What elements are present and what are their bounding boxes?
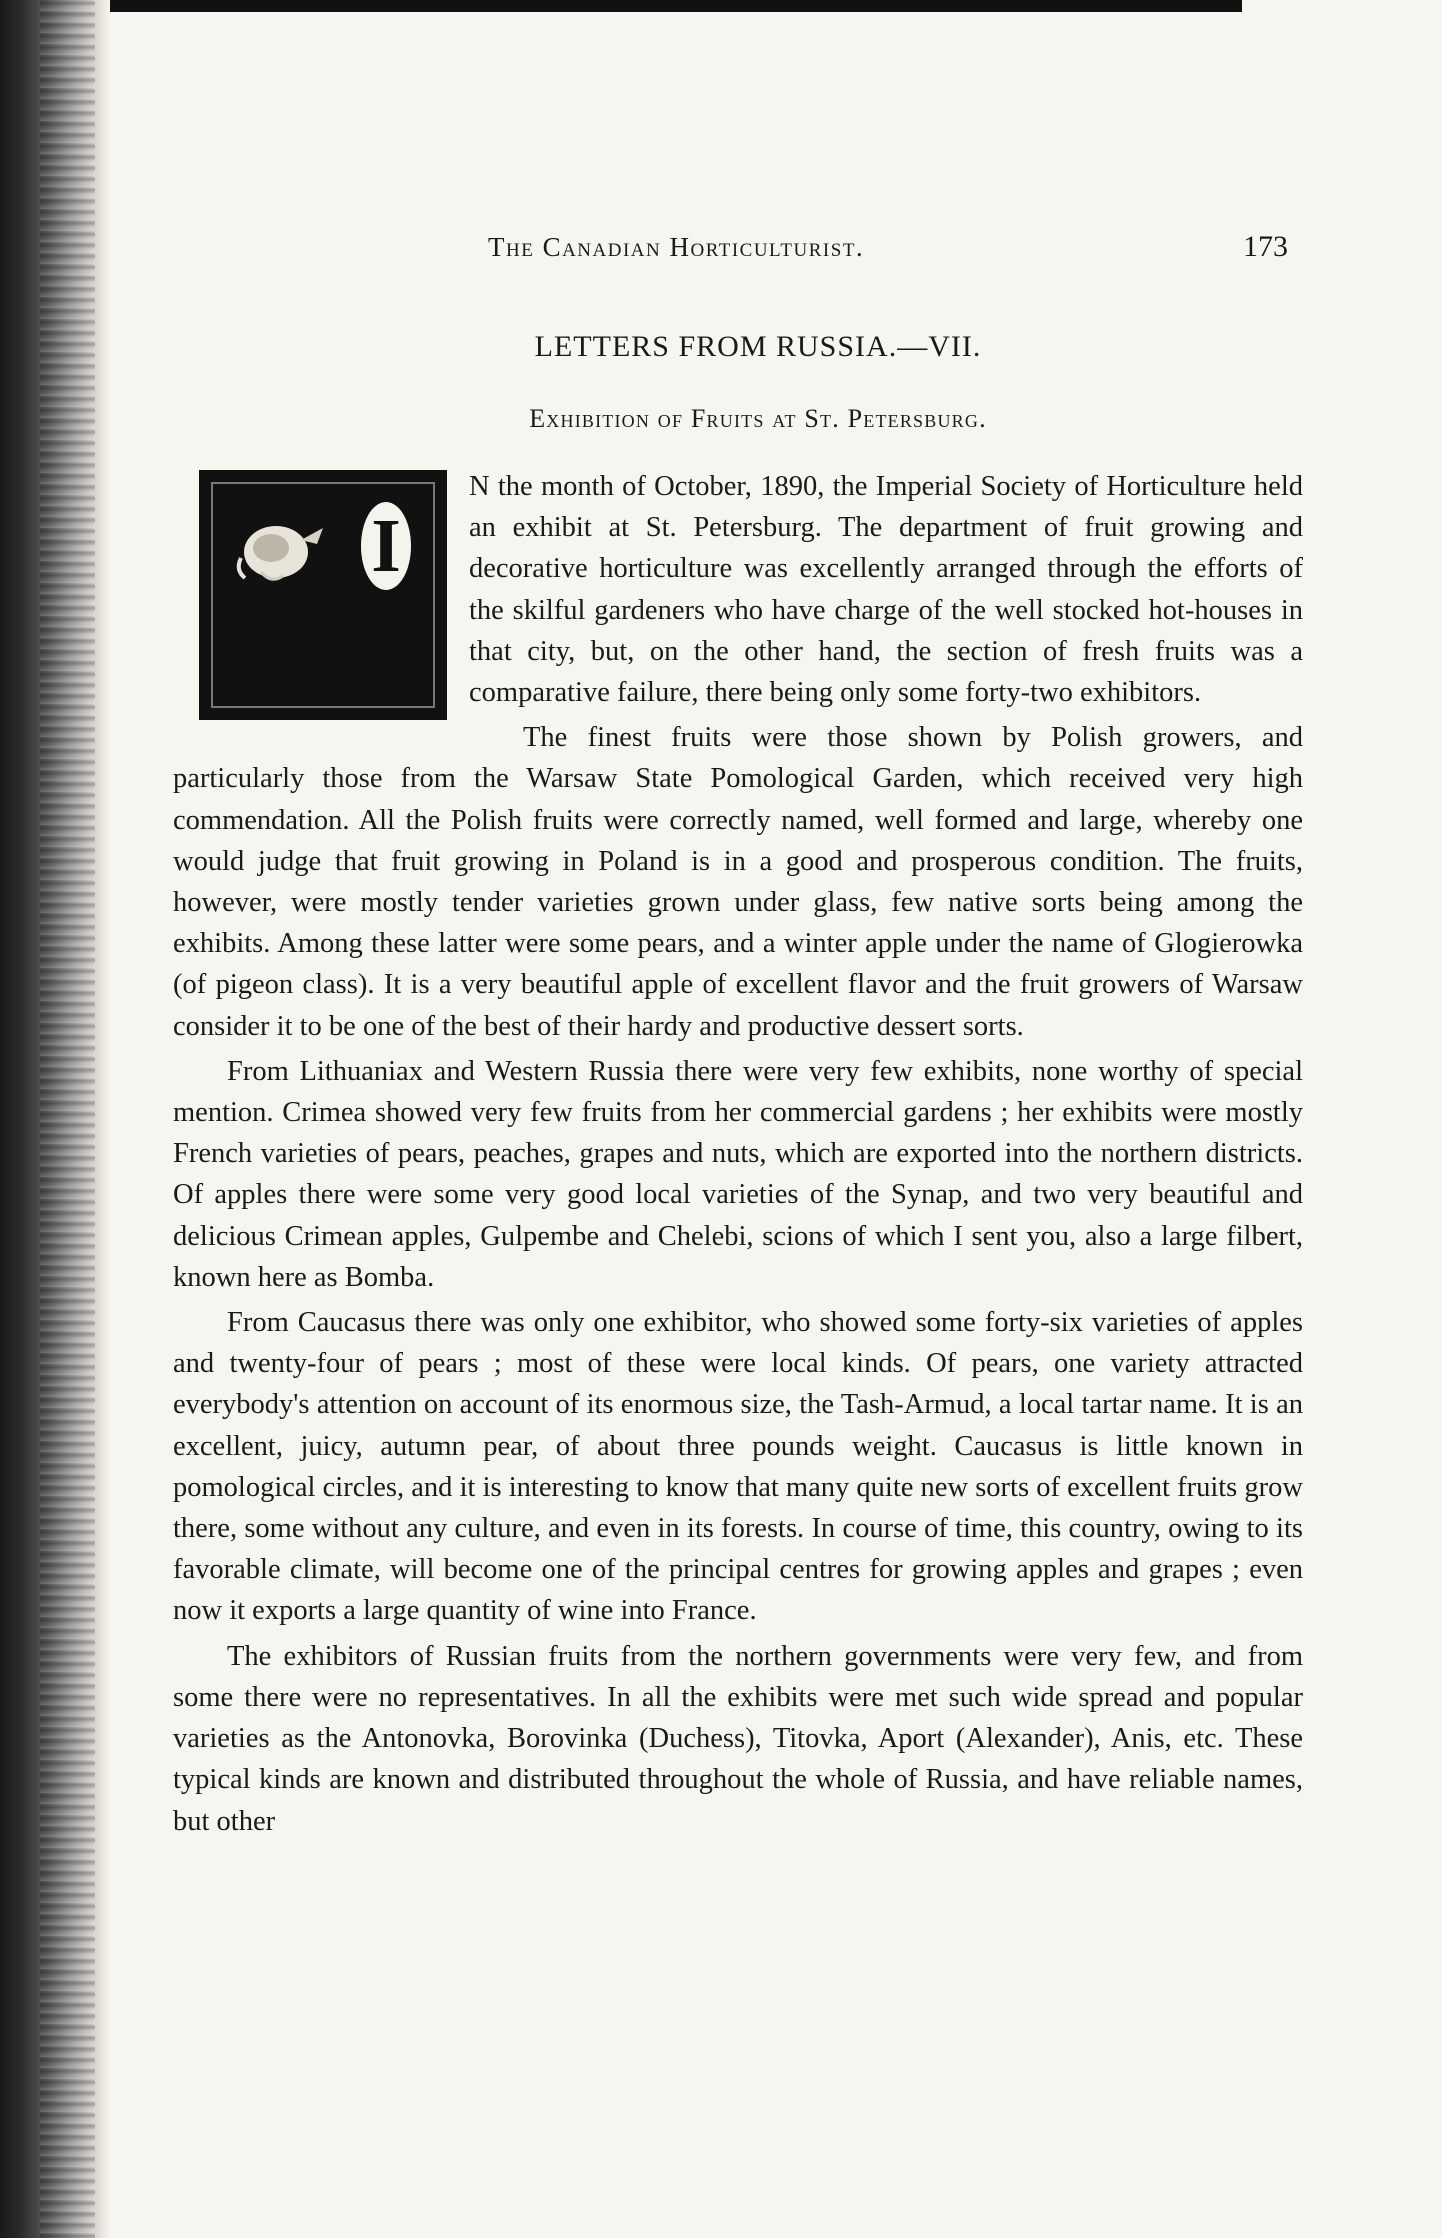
- fruit-illustration-icon: [231, 510, 331, 590]
- dropcap-ornament: [199, 470, 447, 720]
- binding-shadow: [0, 0, 110, 2238]
- paragraph-4: From Caucasus there was only one exhibitor, who showed some forty-six varieties of apples and twenty-four of pears ; most of these were local kinds. Of pears, one variety attracted everybody's attention on account of its enormous size, the Tash-Armud, a local tartar name. It is an excellent, juicy, autumn pear, of about three pounds weight. Caucasus is little known in pomological circles, and it is interesting to know that many quite new sorts of excellent fruits grow there, some without any culture, and even in its forests. In course of time, this country, owing to its favorable climate, will become one of the principal centres for growing apples and grapes ; even now it exports a large quantity of wine into France.: [173, 1307, 1303, 1627]
- article-subtitle: Exhibition of Fruits at St. Petersburg.: [529, 404, 987, 433]
- page-number: 173: [1243, 230, 1288, 263]
- paragraph-5: The exhibitors of Russian fruits from the northern governments were very few, and from some there were no representatives. In all the exhibits were met such wide spread and popular varieties as the Antonovka, Borovinka (Duchess), Titovka, Aport (Alexander), Anis, etc. These typical kinds are known and distributed throughout the whole of Russia, and have reliable names, but other: [173, 1640, 1303, 1837]
- page: [173, 220, 1303, 1846]
- article-title: LETTERS FROM RUSSIA.—VII.: [534, 330, 982, 363]
- binding-texture: [40, 0, 95, 2238]
- paragraph-2: The finest fruits were those shown by Polish growers, and particularly those from the Warsaw State Pomological Garden, which received very high commendation. All the Polish fruits were correctly named, well formed and large, whereby one would judge that fruit growing in Poland is in a good and prosperous condition. The fruits, however, were mostly tender varieties grown under glass, few native sorts being among the exhibits. Among these latter were some pears, and a winter apple under the name of Glogierowka (of pigeon class). It is a very beautiful apple of excellent flavor and the fruit growers of Warsaw consider it to be one of the best of their hardy and productive dessert sorts.: [173, 722, 1303, 1042]
- paragraph-1: N the month of October, 1890, the Imperial Society of Horticulture held an exhibit at St. Petersburg. The department of fruit growing and decorative horticulture was excellently arranged through the efforts of the skilful gardeners who have charge of the well stocked hot-houses in that city, but, on the other hand, the section of fresh fruits was a comparative failure, there being only some forty-two exhibitors.: [469, 471, 1303, 709]
- article-body: [173, 466, 1303, 1842]
- dropcap-letter: I: [361, 502, 411, 590]
- paragraph-3: From Lithuaniax and Western Russia there were very few exhibits, none worthy of special mention. Crimea showed very few fruits from her commercial gardens ; her exhibits were mostly French varieties of pears, peaches, grapes and nuts, which are exported into the northern districts. Of apples there were some very good local varieties of the Synap, and two very beautiful and delicious Crimean apples, Gulpembe and Chelebi, scions of which I sent you, also a large filbert, known here as Bomba.: [173, 1055, 1303, 1293]
- running-head: [173, 220, 1303, 270]
- top-edge-rule: [0, 0, 1442, 12]
- journal-title: The Canadian Horticulturist.: [488, 232, 865, 262]
